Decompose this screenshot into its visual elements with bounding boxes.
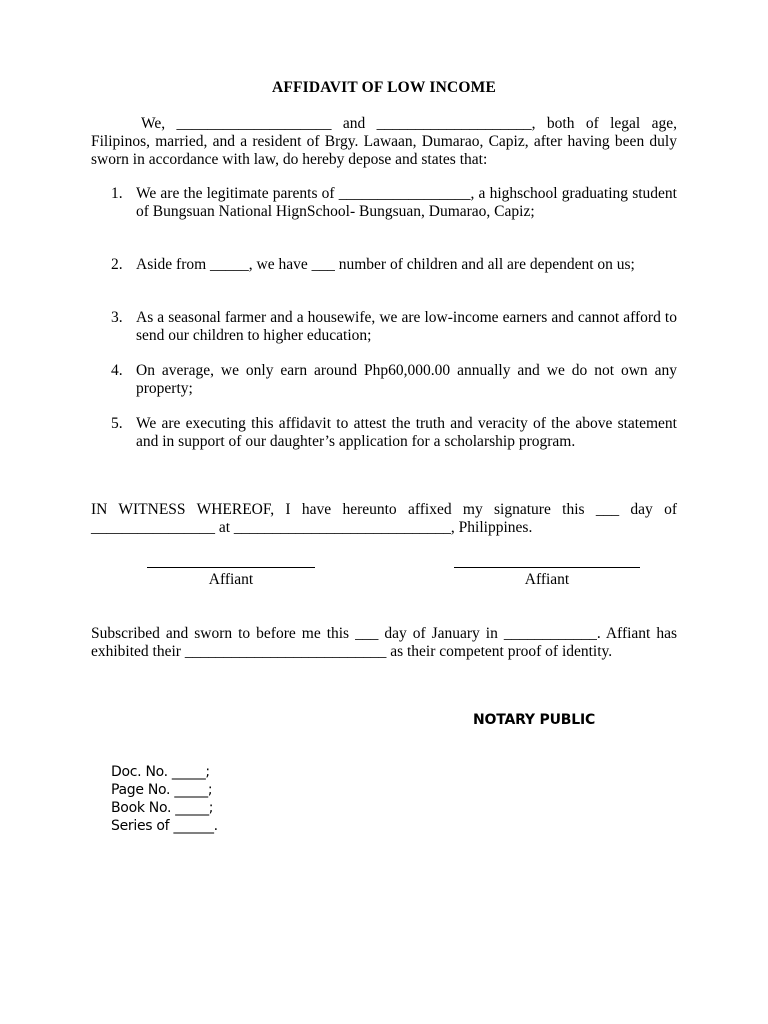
list-item-text: On average, we only earn around Php60,000.00 annually and we do not own any property;: [136, 362, 677, 397]
book-no-line: Book No. _____;: [111, 800, 214, 816]
signature-line: [147, 553, 315, 568]
affiant-label: Affiant: [524, 571, 570, 588]
list-item-number: 2.: [111, 256, 123, 273]
notary-public-label: NOTARY PUBLIC: [473, 712, 596, 728]
list-item-text: We are executing this affidavit to attest the truth and veracity of the above statement and in support of our daughter’s application for a scholarship program.: [136, 415, 677, 450]
document-title: AFFIDAVIT OF LOW INCOME: [271, 79, 497, 96]
list-item: [91, 415, 677, 451]
intro-paragraph: We, ____________________ and ____________________, both of legal age, Filipinos, married, and a resident of Brgy. Lawaan, Dumarao, Capiz, after having been duly sworn in accordance with law, do hereby depose and states that:: [91, 115, 677, 168]
signature-line: [454, 553, 640, 568]
list-item-number: 4.: [111, 362, 123, 379]
notarial-register: [111, 763, 218, 835]
signature-block-right: [447, 553, 647, 589]
witness-paragraph: IN WITNESS WHEREOF, I have hereunto affixed my signature this ___ day of ________________ at ____________________________, Philippines.: [91, 501, 677, 536]
series-of-line: Series of ______.: [111, 818, 218, 834]
list-item-number: 5.: [111, 415, 123, 432]
list-item: [91, 256, 677, 274]
list-item: [91, 309, 677, 345]
signature-block-left: [131, 553, 331, 589]
jurat-paragraph: Subscribed and sworn to before me this ___ day of January in ____________. Affiant has exhibited their __________________________ as their competent proof of identity.: [91, 625, 677, 660]
list-item-text: We are the legitimate parents of _________________, a highschool graduating student of Bungsuan National HignSchool- Bungsuan, Dumarao, Capiz;: [136, 185, 677, 220]
affiant-label: Affiant: [208, 571, 254, 588]
list-item-number: 1.: [111, 185, 123, 202]
list-item-text: As a seasonal farmer and a housewife, we are low-income earners and cannot afford to send our children to higher education;: [136, 309, 677, 344]
doc-no-line: Doc. No. _____;: [111, 764, 210, 780]
list-item: [91, 362, 677, 398]
list-item-number: 3.: [111, 309, 123, 326]
list-item: [91, 185, 677, 221]
list-item-text: Aside from _____, we have ___ number of children and all are dependent on us;: [136, 256, 635, 273]
page-no-line: Page No. _____;: [111, 782, 213, 798]
